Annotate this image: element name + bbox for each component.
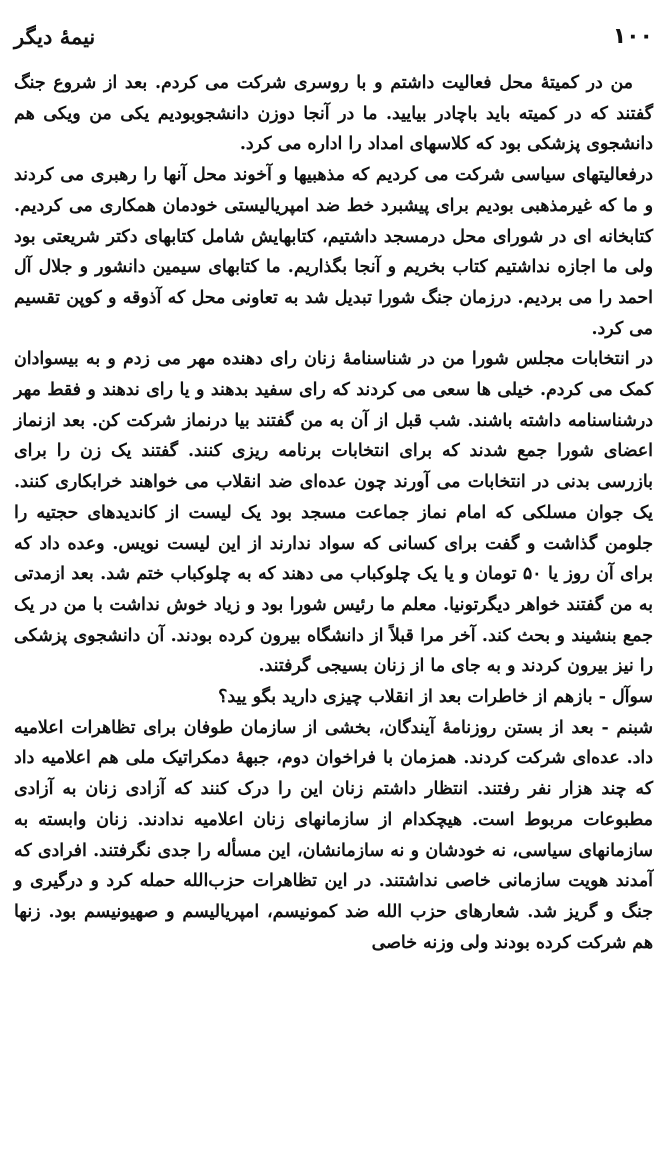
paragraph-committee: من در کمیتهٔ محل فعالیت داشتم و با روسری شرکت می کردم. بعد از شروع جنگ گفتند که در کمیته باید باچادر بیایید. ما در آنجا دوزن دانشجوبودیم یکی من ویکی هم دانشجوی پزشکی بود که کلاسهای امداد را اداره می کرد. [14,73,653,155]
page-header [14,18,653,54]
answer-paragraph [14,713,653,959]
paragraph-elections: در انتخابات مجلس شورا من در شناسنامهٔ زنان رای دهنده مهر می زدم و به بیسوادان کمک می کردم. خیلی ها سعی می کردند که رای سفید بدهند و یا رای ندهند و فقط مهر درشناسنامه داشته باشند. شب قبل از آن به من گفتند بیا درنماز شرکت کن. بعد ازنماز اعضای شورا جمع شدند که برای انتخابات برنامه ریزی کنند. گفتند یک زن را برای بازرسی بدنی در انتخابات می آورند چون عده‌ای ضد انقلاب می خواهند خرابکاری کنند. یک جوان مسلکی که امام نماز جماعت مسجد بود یک لیست از کاندیدهای حجتیه را جلومن گذاشت و گفت برای کسانی که سواد ندارند از این لیست نویس. وعده داد که برای آن روز یا ۵۰ تومان و یا یک چلوکباب می دهند که به چلوکباب ختم شد. بعد ازمدتی به من گفتند خواهر دیگرتونیا. معلم ما رئیس شورا بود و زیاد خوش نداشت با من در یک جمع بنشیند و بحث کند. آخر مرا قبلاً از دانشگاه بیرون کرده بودند. آن دانشجوی پزشکی را نیز بیرون کردند و به جای ما از زنان بسیجی گرفتند. [14,349,653,677]
body-text [14,68,653,958]
question-paragraph [14,682,653,713]
running-title: نیمهٔ دیگر [14,23,96,49]
question-speaker: سوآل - [598,687,653,708]
paragraph-political-activity: درفعالیتهای سیاسی شرکت می کردیم که مذهبیها و آخوند محل آنها را رهبری می کردند و ما که غیرمذهبی بودیم برای پیشبرد خط ضد امپریالیستی خودمان همکاری می کردیم. کتابخانه ای در شورای محل درمسجد داشتیم، کتابهایش شامل کتابهای دکتر شریعتی بود ولی ما اجازه نداشتیم کتاب بخریم و آنجا بگذاریم. ما کتابهای سیمین دانشور و جلال آل احمد را می بردیم. درزمان جنگ شورا تبدیل شد به تعاونی محل که آذوقه و کوپن تقسیم می کرد. [14,165,653,339]
answer-text: بعد از بستن روزنامهٔ آیندگان، بخشی از سازمان طوفان برای تظاهرات اعلامیه داد. عده‌ای شرکت کردند. همزمان با فراخوان دوم، جبههٔ دمکراتیک ملی هم اعلامیه داد که چند هزار نفر رفتند. انتظار داشتم زنان این را درک کنند که آزادی زنان به آزادی مطبوعات مربوط است. هیچکدام از سازمانهای زنان اعلامیه ندادند. زنان وابسته به سازمانهای سیاسی، نه خودشان و نه سازمانشان، این مسأله را جدی نگرفتند. افرادی که آمدند هویت سازمانی خاصی نداشتند. در این تظاهرات حزب‌الله حمله کرد و درگیری و جنگ و گریز شد. شعارهای حزب الله ضد کمونیسم، امپریالیسم و صهیونیسم بود. زنها هم شرکت کرده بودند ولی وزنه خاصی [14,717,653,953]
question-text: بازهم از خاطرات بعد از انقلاب چیزی دارید بگو یید؟ [218,687,599,708]
page-number: ۱۰۰ [612,23,653,49]
answer-speaker: شبنم - [601,717,653,738]
